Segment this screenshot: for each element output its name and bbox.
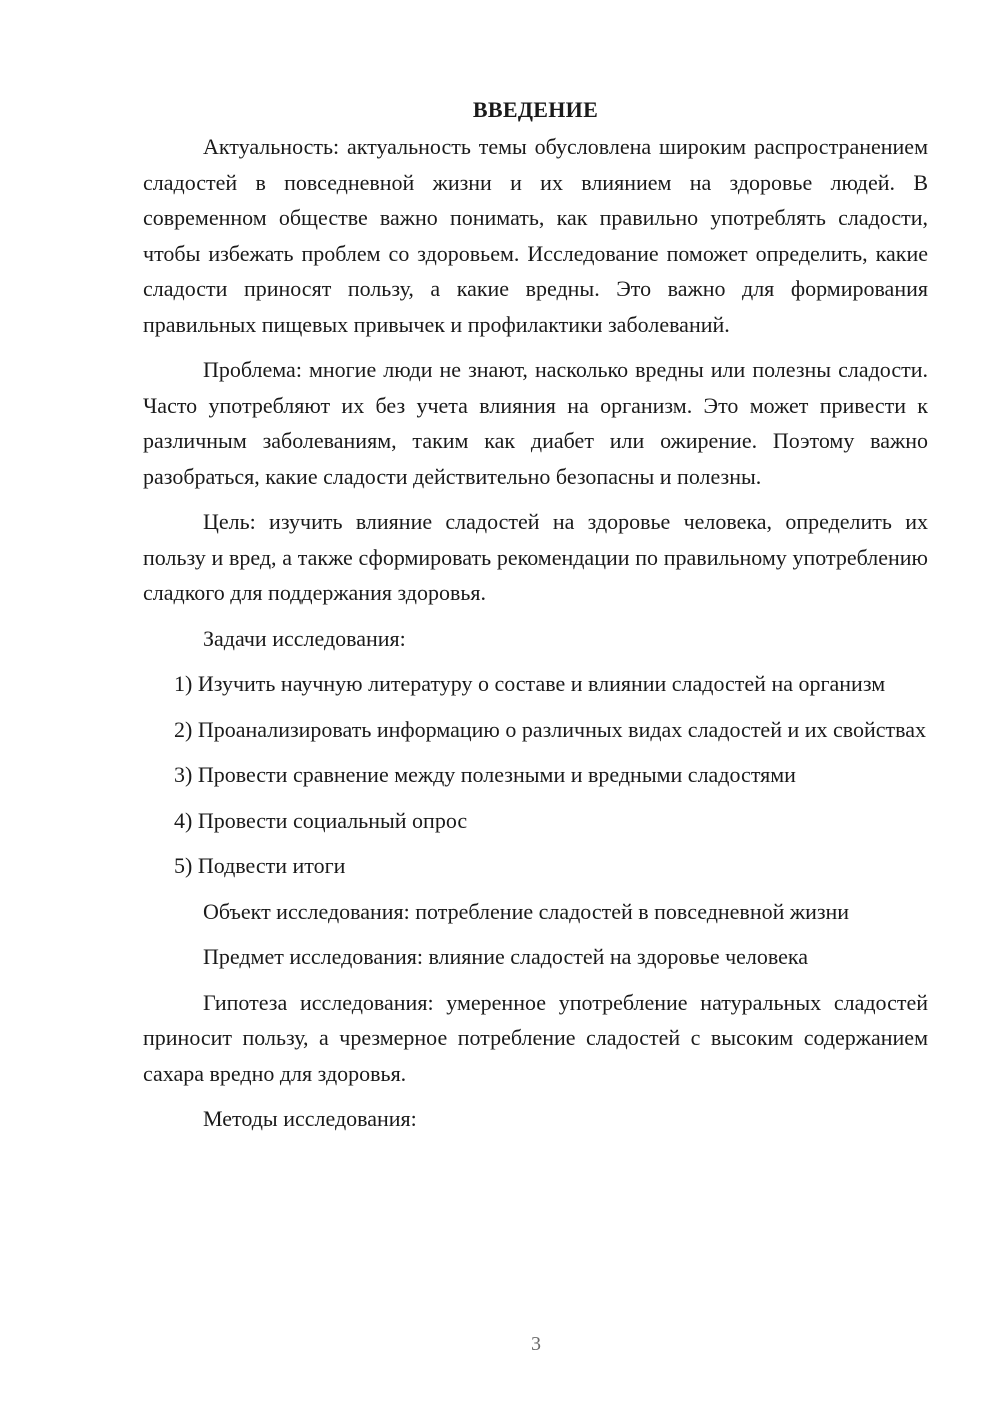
page-number: 3 xyxy=(531,1333,541,1355)
methods-heading: Методы исследования: xyxy=(203,1106,417,1131)
tasks-heading: Задачи исследования: xyxy=(203,625,406,651)
task-item-1: 1) Изучить научную литературу о составе и влиянии сладостей на организм xyxy=(174,671,886,696)
paragraph-goal: Цель: изучить влияние сладостей на здоровье человека, определить их пользу и вред, а также сформировать рекомендации по правильному употреблению сладкого для поддержания здоровья. xyxy=(143,509,928,605)
paragraph-relevance: Актуальность: актуальность темы обусловлена широким распространением сладостей в повседневной жизни и их влиянием на здоровье людей. В современном обществе важно понимать, как правильно употреблять сладости, чтобы избежать проблем со здоровьем. Исследование поможет определить, какие сладости приносят пользу, а какие вредны. Это важно для формирования правильных пищевых привычек и профилактики заболеваний. xyxy=(143,134,928,337)
research-subject: Предмет исследования: влияние сладостей на здоровье человека xyxy=(203,944,809,969)
task-item-5: 5) Подвести итоги xyxy=(174,853,346,878)
research-hypothesis: Гипотеза исследования: умеренное употребление натуральных сладостей приносит пользу, а чрезмерное потребление сладостей с высоким содержанием сахара вредно для здоровья. xyxy=(143,989,928,1086)
task-item-2: 2) Проанализировать информацию о различных видах сладостей и их свойствах xyxy=(174,716,927,742)
task-item-4: 4) Провести социальный опрос xyxy=(174,807,468,833)
paragraph-problem: Проблема: многие люди не знают, насколько вредны или полезны сладости. Часто употребляют их без учета влияния на организм. Это может привести к различным заболеваниям, таким как диабет или ожирение. Поэтому важно разобраться, какие сладости действительно безопасны и полезны. xyxy=(143,357,928,489)
document-page xyxy=(143,92,928,1147)
research-object: Объект исследования: потребление сладостей в повседневной жизни xyxy=(203,898,850,924)
task-item-3: 3) Провести сравнение между полезными и вредными сладостями xyxy=(174,762,796,787)
section-title: ВВЕДЕНИЕ xyxy=(472,97,599,122)
